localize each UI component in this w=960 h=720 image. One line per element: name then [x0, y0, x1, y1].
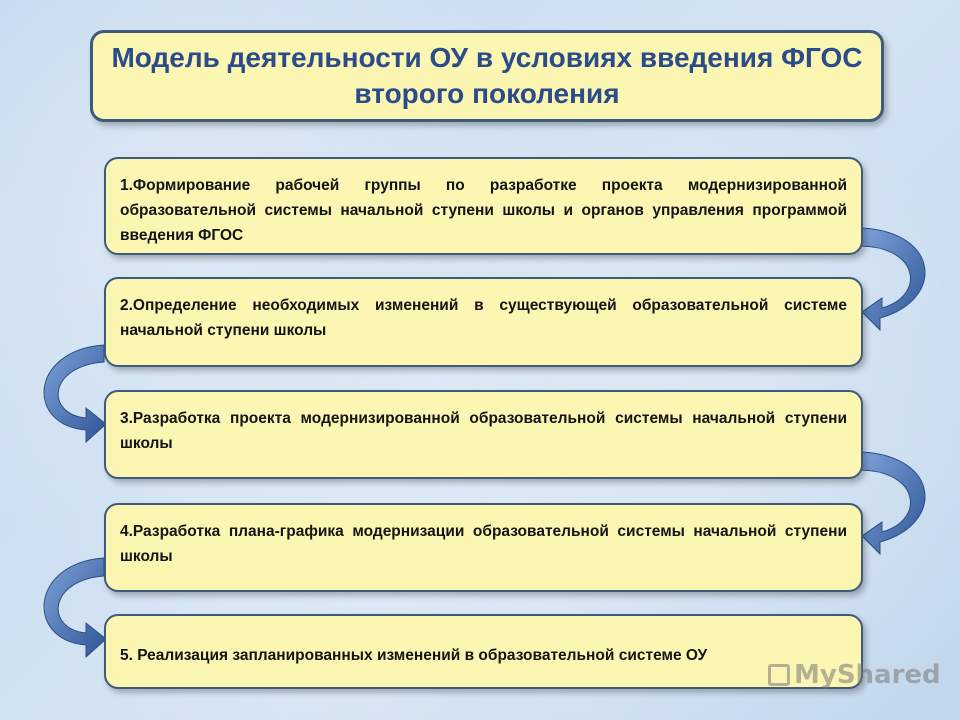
step-text-2: 2.Определение необходимых изменений в существующей образовательной системе начальной ступени школы	[120, 297, 847, 339]
step-box-4	[104, 503, 863, 592]
step-text-4: 4.Разработка плана-графика модернизации образовательной системы начальной ступени школы	[120, 523, 847, 565]
step-box-3	[104, 390, 863, 479]
arrow-right-1-2	[862, 228, 925, 330]
watermark-text: MyShared	[794, 660, 941, 690]
arrow-right-3-4	[862, 452, 925, 554]
step-box-1	[104, 157, 863, 255]
step-box-2	[104, 277, 863, 367]
arrow-left-4-5	[44, 558, 106, 657]
step-text-1: 1.Формирование рабочей группы по разработке проекта модернизированной образовательной системы начальной ступени школы и органов управления программой введения ФГОС	[120, 177, 847, 244]
step-text-3: 3.Разработка проекта модернизированной образовательной системы начальной ступени школы	[120, 410, 847, 452]
step-box-5	[104, 614, 863, 689]
title-box	[90, 30, 884, 122]
watermark	[766, 660, 941, 690]
diagram-title: Модель деятельности ОУ в условиях введения ФГОС второго поколения	[111, 42, 863, 109]
arrow-left-2-3	[44, 345, 106, 442]
step-text-5: 5. Реализация запланированных изменений в образовательной системе ОУ	[120, 647, 708, 664]
